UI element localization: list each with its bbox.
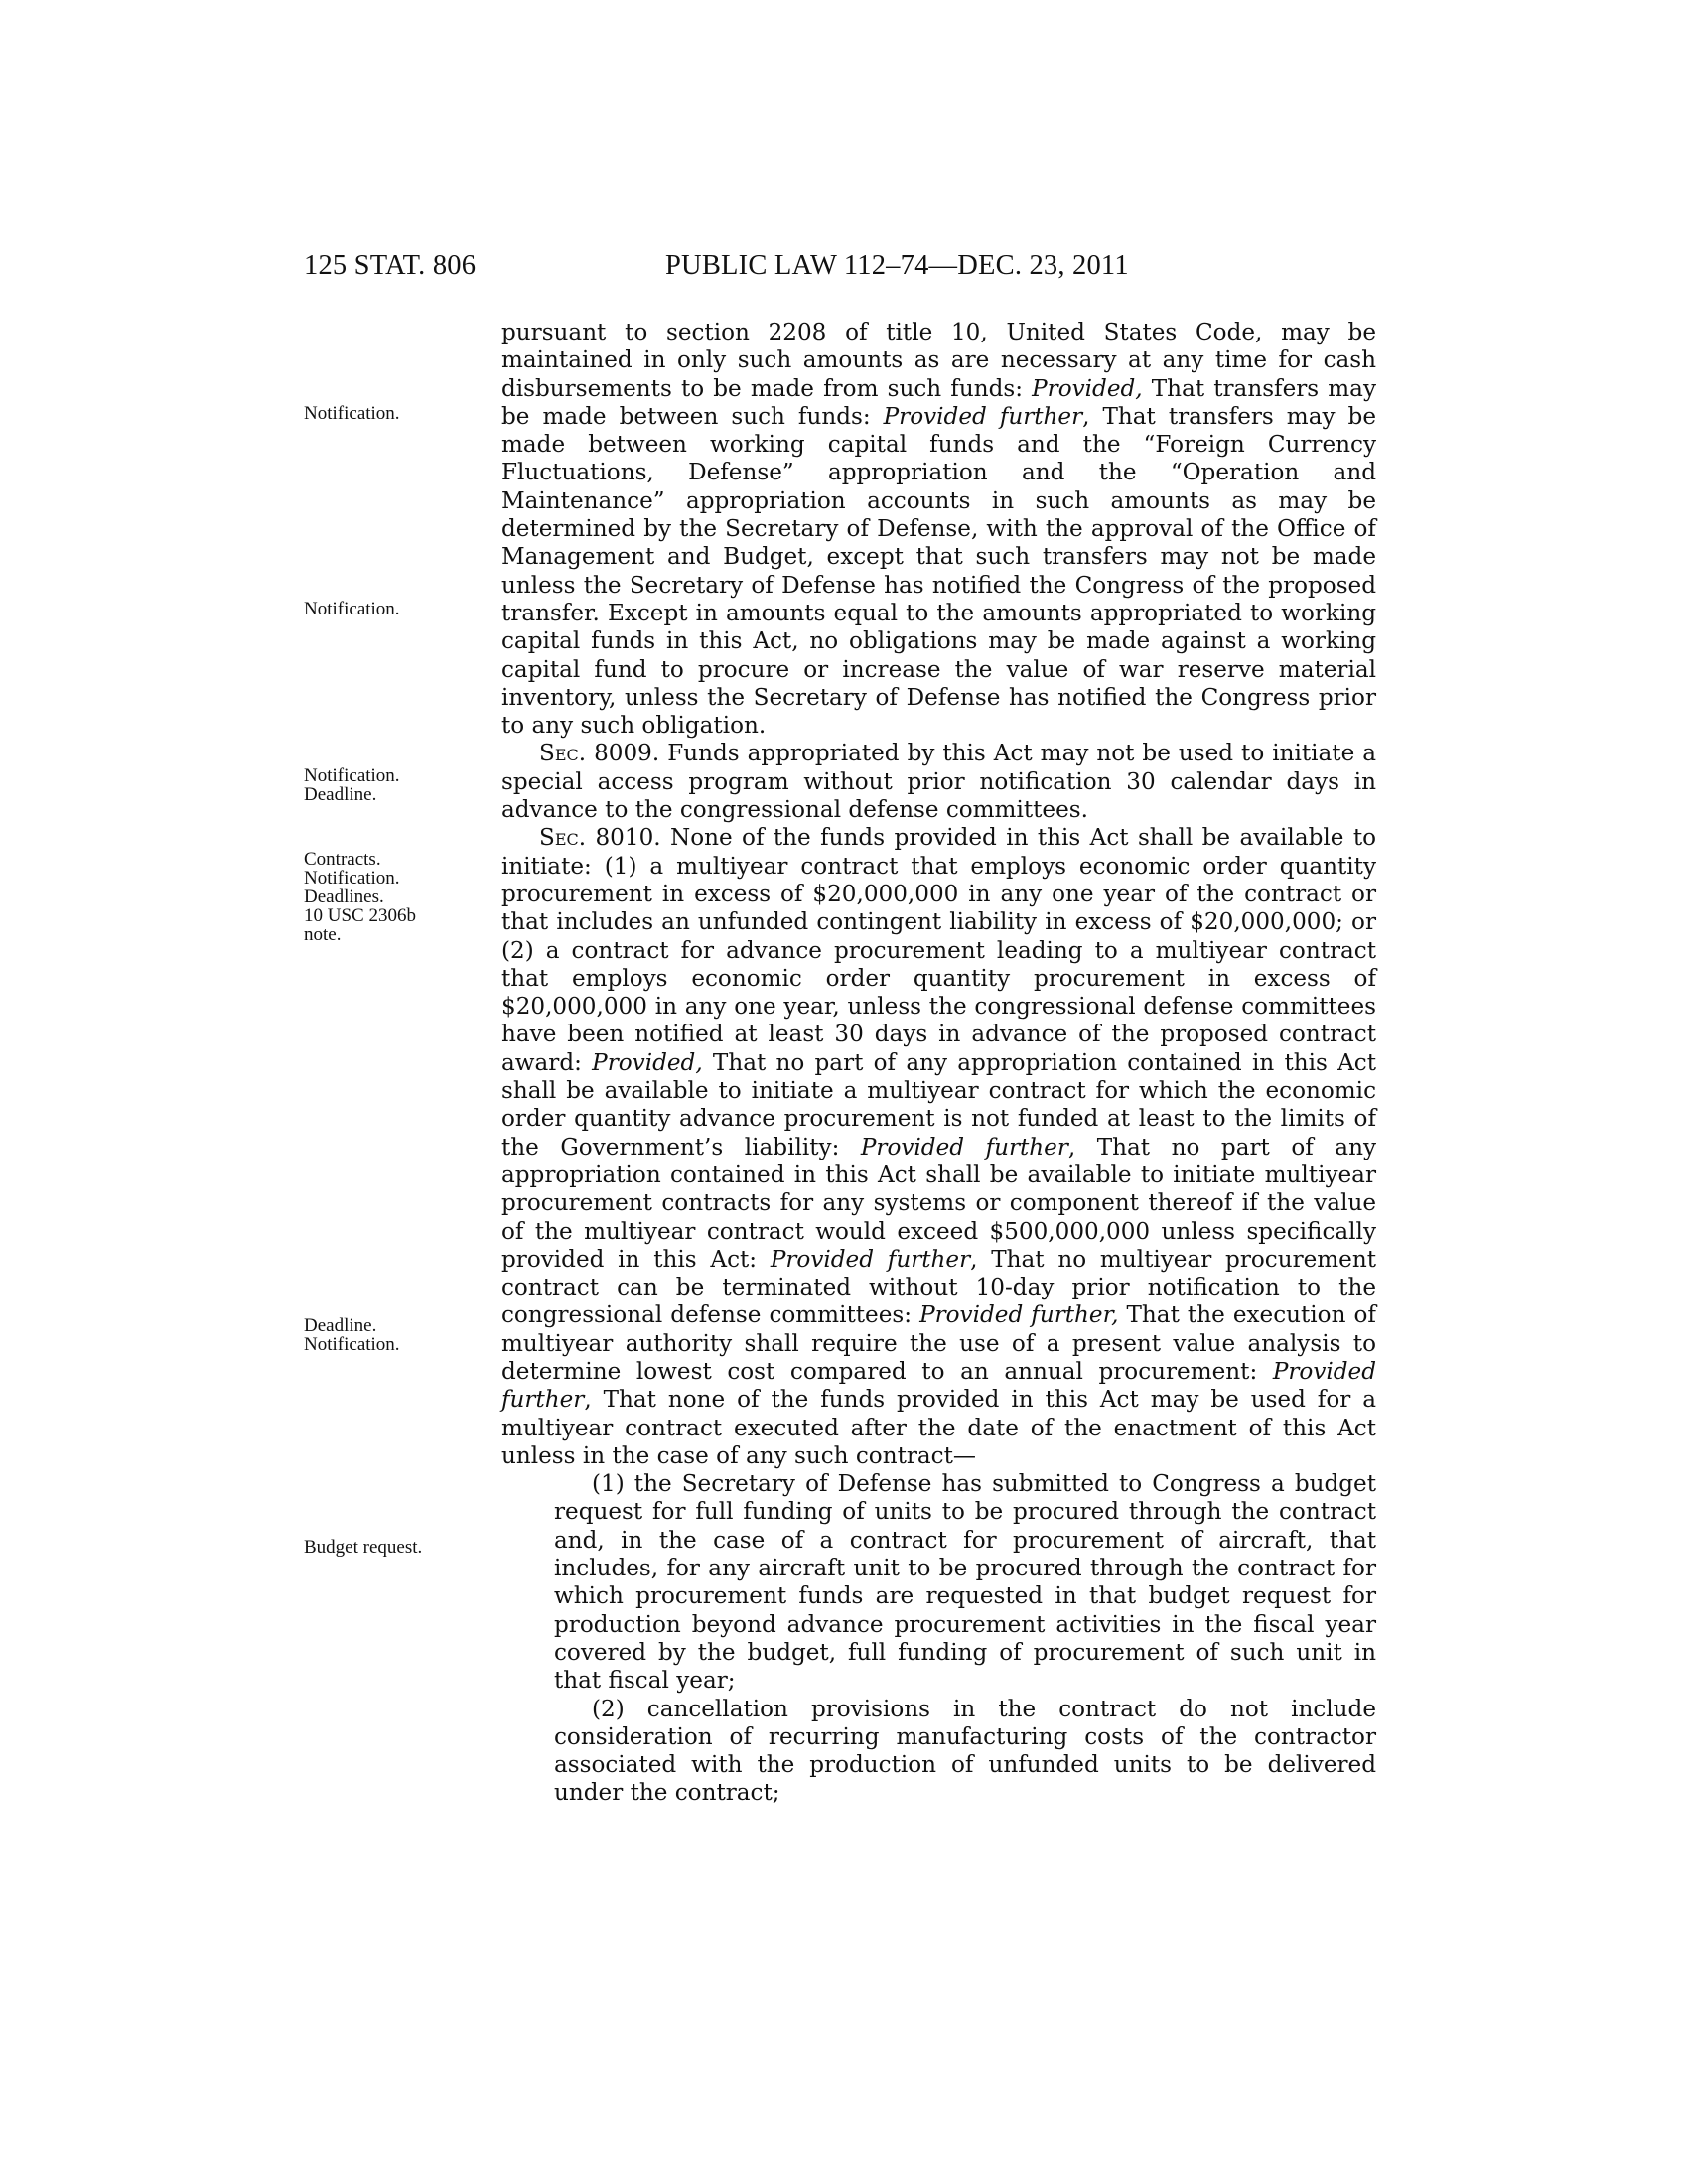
margin-note-line: Notification.	[304, 403, 400, 424]
margin-note	[304, 404, 400, 423]
list-item-1: (1) the Secretary of Defense has submitted to Congress a budget request for full funding of units to be procured through the contract and, in the case of a contract for procurement of aircraft, that includes, for any aircraft unit to be procured through the contract for which procurement funds are requested in that budget request for production beyond advance procurement activities in the fiscal year covered by the budget, full funding of procurement of such unit in that fiscal year;	[554, 1471, 1376, 1695]
margin-note-line: note.	[304, 924, 342, 945]
margin-note-line: 10 USC 2306b	[304, 905, 416, 926]
running-head: PUBLIC LAW 112–74—DEC. 23, 2011	[665, 250, 1129, 281]
text-run: That transfers may be made between such funds:	[501, 375, 1377, 430]
margin-note-line: Deadlines.	[304, 887, 384, 907]
margin-note-line: Notification.	[304, 868, 400, 888]
text-run: That the execution of multiyear authority shall require the use of a present value analysis to determine lowest cost compared to an annual procurement:	[501, 1302, 1376, 1385]
section-number: . 8010.	[578, 825, 661, 852]
margin-note-line: Notification.	[304, 599, 400, 619]
proviso-italic: Provided further,	[919, 1302, 1119, 1329]
text-run: That no part of any appropriation contained in this Act shall be available to initiate a multiyear contract for which the economic order quantity advance procurement is not funded at least to the limits of the Government’s liability:	[501, 1049, 1377, 1160]
body-text	[501, 319, 1376, 1808]
text-run: None of the funds provided in this Act shall be available to initiate: (1) a multiyear contract that employs economic order quantity procurement in excess of $20,000,000 in any one year of the contract or that includes an unfunded contingent liability in excess of $20,000,000; or (2) a contract for advance procurement leading to a multiyear contract that employs economic order quantity procurement in excess of $20,000,000 in any one year, unless the congressional defense committees have been notified at least 30 days in advance of the proposed contract award:	[501, 825, 1377, 1076]
list-item-2: (2) cancellation provisions in the contract do not include consideration of recurring manufacturing costs of the contractor associated with the production of unfunded units to be delivered under the contract;	[554, 1696, 1376, 1807]
margin-note	[304, 600, 400, 618]
text-run: , That no multiyear procurement contract can be terminated without 10-day prior notification to the congressional defense committees:	[501, 1246, 1377, 1329]
section-label: Sec	[539, 741, 579, 767]
margin-note	[304, 1316, 400, 1354]
proviso-italic: Provided,	[1032, 375, 1143, 402]
margin-note	[304, 850, 416, 944]
margin-note-line: Deadline.	[304, 784, 377, 805]
page-header	[304, 250, 1376, 290]
section-label: Sec	[539, 825, 579, 852]
margin-note-line: Deadline.	[304, 1315, 377, 1336]
proviso-italic: Provided further	[860, 1134, 1068, 1160]
section-8010	[501, 824, 1376, 1470]
margin-note	[304, 1538, 422, 1557]
proviso-italic: Provided further	[883, 403, 1083, 430]
proviso-italic: Provided further	[770, 1246, 971, 1273]
section-number: . 8009.	[578, 741, 660, 767]
paragraph-continuation	[501, 319, 1376, 740]
proviso-italic: Provided,	[592, 1049, 703, 1076]
section-8009	[501, 740, 1376, 824]
text-run: , That none of the funds provided in this Act may be used for a multiyear contract executed after the date of the enactment of this Act unless in the case of any such contract—	[501, 1387, 1376, 1469]
margin-note-line: Budget request.	[304, 1537, 423, 1558]
text-run: pursuant to section 2208 of title 10, United States Code, may be maintained in only such amounts as are necessary at any time for cash disbursements to be made from such funds:	[501, 320, 1376, 402]
proviso-italic: Provided further	[501, 1358, 1376, 1414]
text-run: Funds appropriated by this Act may not be used to initiate a special access program without prior notification 30 calendar days in advance to the congressional defense committees.	[501, 741, 1377, 824]
margin-note-line: Notification.	[304, 765, 400, 786]
margin-note	[304, 766, 400, 804]
text-run: , That transfers may be made between working capital funds and the “Foreign Currency Fluctuations, Defense” appropriation and the “Operation and Maintenance” appropriation accounts in such amounts as may be determined by the Secretary of Defense, with the approval of the Office of Management and Budget, except that such transfers may not be made unless the Secretary of Defense has notified the Congress of the proposed transfer. Except in amounts equal to the amounts appropriated to working capital funds in this Act, no obligations may be made against a working capital fund to procure or increase the value of war reserve material inventory, unless the Secretary of Defense has notified the Congress prior to any such obligation.	[501, 403, 1376, 740]
margin-note-line: Contracts.	[304, 849, 381, 870]
text-run: , That no part of any appropriation contained in this Act shall be available to initiate multiyear procurement contracts for any systems or component thereof if the value of the multiyear contract would exceed $500,000,000 unless specifically provided in this Act:	[501, 1134, 1376, 1273]
page-stat-citation: 125 STAT. 806	[304, 250, 477, 281]
margin-note-line: Notification.	[304, 1334, 400, 1355]
